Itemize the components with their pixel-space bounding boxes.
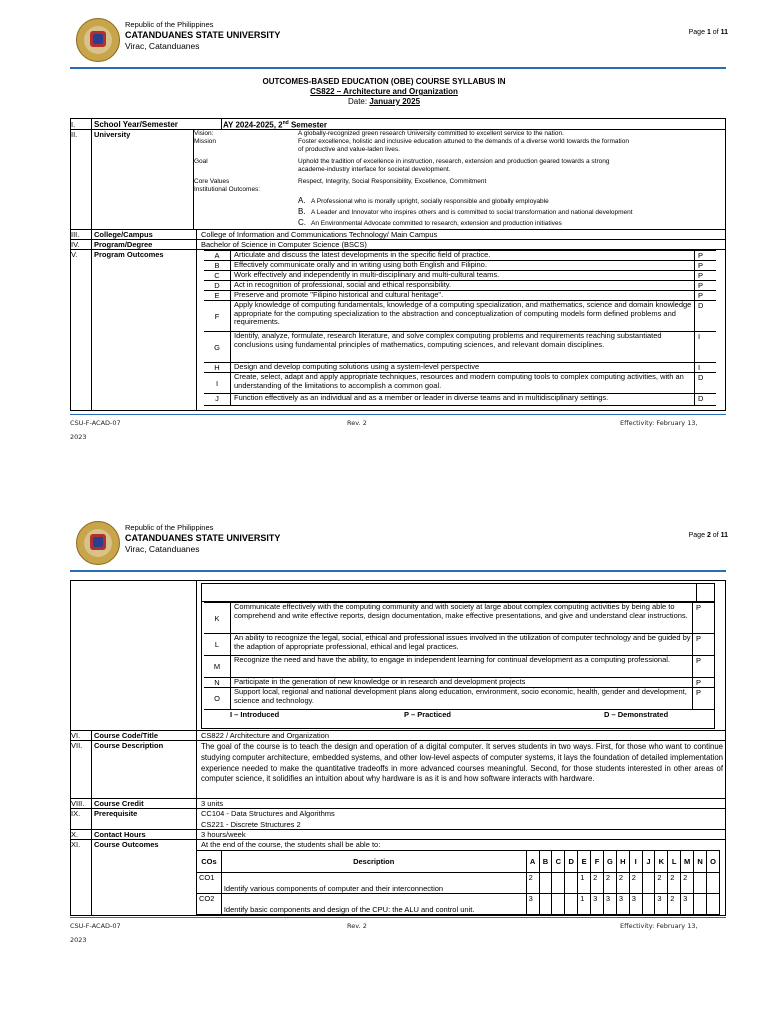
co-value xyxy=(642,894,655,915)
program-outcome-row xyxy=(204,394,716,406)
co-value xyxy=(565,894,578,915)
row-college: III. College/Campus College of Information and Communications Technology/ Main Campus xyxy=(71,230,725,240)
row-course-outcomes: XI. Course Outcomes At the end of the course, the students shall be able to: COs Description A B C D E F G H I J K L M N O CO1 Identify various components of computer and their interconnection 2 1 2 2 2 2 2 2 2 CO2 Identify basic components and design of the CPU: the ALU and control unit. 3 1 3 3 3 3 3 2 3 xyxy=(71,840,725,915)
outcome-letter: G xyxy=(214,342,220,352)
footer-effectivity: Effectivity: February 13, xyxy=(620,419,698,427)
row-course-description: VII. Course Description The goal of the course is to teach the design and operation of a digital computer. It serves students in two ways. First, for those who want to continue studying computer architecture, embedded systems, and other low-level aspects of computer systems, it lays the foundation of detailed implementation experience needed to make the quantitative tradeoffs in more advanced courses meaningful. Second, for those students interested in other areas of computer science, it solidifies an intuition about why hardware is as it is and how software interacts with hardware. xyxy=(71,741,725,799)
outcome-description: An ability to recognize the legal, social, ethical and professional issues involved in the utilization of computer technology and be guided by the adaption of appropriate professional, ethical and legal practices. xyxy=(234,633,691,651)
outcome-letter: A xyxy=(214,251,220,260)
outcome-level: I xyxy=(698,363,701,372)
footer-year: 2023 xyxy=(70,936,87,944)
program-outcome-row xyxy=(204,634,714,656)
outcome-letter: I xyxy=(215,378,219,388)
co-value: 3 xyxy=(629,894,642,915)
co-value: 2 xyxy=(526,873,539,894)
outcome-description: Support local, regional and national development plans along education, environment, socio economic, health, gender and development, science and technology. xyxy=(234,687,687,705)
outcome-letter: F xyxy=(214,311,220,321)
row-program-outcomes-cont xyxy=(71,581,725,731)
co-value: 2 xyxy=(681,873,694,894)
header-republic: Republic of the Philippines xyxy=(125,20,214,29)
co-value: 3 xyxy=(655,894,668,915)
co-description: Identify basic components and design of the CPU: the ALU and control unit. xyxy=(221,894,526,915)
co-value: 2 xyxy=(655,873,668,894)
outcome-level: P xyxy=(698,271,704,280)
outcome-level: P xyxy=(698,261,704,270)
co-header-letter: O xyxy=(706,851,719,873)
co-value: 3 xyxy=(526,894,539,915)
outcome-level: P xyxy=(696,688,702,697)
outcome-letter: D xyxy=(214,281,220,290)
outcome-letter: M xyxy=(213,662,221,671)
co-header-letter: A xyxy=(526,851,539,873)
outcome-letter: J xyxy=(215,394,219,403)
program-outcome-row xyxy=(204,602,714,634)
co-value: 3 xyxy=(603,894,616,915)
co-header-letter: M xyxy=(681,851,694,873)
co-header-letter: I xyxy=(629,851,642,873)
legend-introduced: I – Introduced xyxy=(230,710,280,719)
outcome-description: Communicate effectively with the computing community and with society at large about complex computing activities by being able to comprehend and write effective reports, design documentation, make effective presentations, and give and understand clear instructions. xyxy=(234,602,688,620)
outcome-description: Function effectively as an individual and as a member or leader in diverse teams and in multidisciplinary settings. xyxy=(234,393,609,402)
program-outcome-row xyxy=(204,656,714,678)
outcome-letter: C xyxy=(214,271,220,280)
outcome-description: Design and develop computing solutions using a system-level perspective xyxy=(234,362,480,371)
program-outcomes-list xyxy=(204,602,714,712)
co-code: CO1 xyxy=(197,873,222,894)
course-title: CS822 – Architecture and Organization xyxy=(310,87,458,96)
row-university: II. University Vision: A globally-recognized green research University committed to excellent service to the nation. Mission Foster excellence, holistic and inclusive education attuned to the demands of a diverse world towards the formation of productive and value-laden lives. Goal Uphold the tradition of excellence in instruction, research, extension and production geared towards a strong academe-industry interface for societal development. Core Values Respect, Integrity, Social Responsibility, Excellence, Commitment Institutional Outcomes: A. A Professional who is morally upright, socially responsible and globally employable B. A Leader and Innovator who inspires others and is committed to social transformation and national development C. An Environmental Advocate committed to research, extension and production initiatives xyxy=(71,130,725,230)
header-location: Virac, Catanduanes xyxy=(125,544,200,554)
header-rule xyxy=(70,570,726,572)
co-header-letter: L xyxy=(668,851,681,873)
outcome-level: P xyxy=(698,281,704,290)
outcome-letter: B xyxy=(214,261,220,270)
outcome-letter: O xyxy=(214,694,220,703)
co-value: 2 xyxy=(616,873,629,894)
co-value: 2 xyxy=(668,894,681,915)
co-value xyxy=(706,873,719,894)
footer-rule xyxy=(70,414,726,415)
co-header-letter: C xyxy=(552,851,565,873)
co-header-letter: D xyxy=(565,851,578,873)
outcome-description: Work effectively and independently in multi-disciplinary and multi-cultural teams. xyxy=(234,270,500,279)
co-value xyxy=(694,873,707,894)
co-value: 3 xyxy=(591,894,604,915)
footer-rev: Rev. 2 xyxy=(347,922,367,930)
co-header-letter: B xyxy=(539,851,552,873)
co-value: 2 xyxy=(603,873,616,894)
row-school-year: I. School Year/Semester AY 2024-2025, 2nd Semester xyxy=(71,119,725,130)
co-header-letter: N xyxy=(694,851,707,873)
co-value: 2 xyxy=(591,873,604,894)
page-number: Page 2 of 11 xyxy=(688,532,728,539)
footer-year: 2023 xyxy=(70,433,87,441)
co-header-letter: K xyxy=(655,851,668,873)
co-value: 2 xyxy=(668,873,681,894)
program-outcome-row xyxy=(204,688,714,710)
program-outcomes-list xyxy=(204,250,716,410)
co-value: 3 xyxy=(681,894,694,915)
footer-code: CSU-F-ACAD-07 xyxy=(70,922,121,930)
co-value xyxy=(694,894,707,915)
program-outcome-row xyxy=(204,373,716,394)
co-header-cos: COs xyxy=(197,851,222,873)
header-rule xyxy=(70,67,726,69)
outcome-description: Preserve and promote "Filipino historical and cultural heritage". xyxy=(234,290,444,299)
outcome-level: P xyxy=(698,291,704,300)
row-program: IV. Program/Degree Bachelor of Science in Computer Science (BSCS) xyxy=(71,240,725,250)
outcome-description: Recognize the need and have the ability, to engage in independent learning for continual development as a computing professional. xyxy=(234,655,670,664)
outcome-letter: K xyxy=(214,614,220,623)
program-outcome-row xyxy=(204,301,716,332)
co-value xyxy=(539,873,552,894)
outcome-letter: H xyxy=(214,363,220,372)
co-header-letter: F xyxy=(591,851,604,873)
syllabus-table-p2 xyxy=(70,580,726,916)
outcome-level: P xyxy=(696,656,702,665)
co-header-row xyxy=(197,851,720,873)
outcome-level: D xyxy=(698,394,704,403)
syllabus-date: Date: January 2025 xyxy=(347,97,421,106)
header-location: Virac, Catanduanes xyxy=(125,41,200,51)
co-value xyxy=(642,873,655,894)
program-outcome-row xyxy=(204,332,716,363)
outcome-description: Articulate and discuss the latest developments in the specific field of practice. xyxy=(234,250,491,259)
row-program-outcomes: V. Program Outcomes A Articulate and discuss the latest developments in the specific field of practice. P B Effectively communicate orally and in writing using both English and Filipino. P C Work effectively and independently in multi-disciplinary and multi-cultural teams. P D Act in recognition of professional, social and ethical responsibility. P E Preserve and promote "Filipino historical and cultural heritage". P F Apply knowledge of computing fundamentals, knowledge of a computing specialization, and mathematics, science and domain knowledge appropriate for the computing specialization to the abstraction and conceptualization of computing models form defined problems and requirements. D G Identify, analyze, formulate, research literature, and solve complex computing problems and requirements reaching substantiated conclusions using fundamental principles of mathematics, computing sciences, and relevant domain disciplines. I H Design and develop computing solutions using a system-level perspective I I Create, select, adapt and apply appropriate techniques, resources and modern computing tools to complex computing activities, with an understanding of the limitations to accomplish a common goal. D J Function effectively as an individual and as a member or leader in diverse teams and in multidisciplinary settings. D xyxy=(71,250,725,410)
outcome-description: Create, select, adapt and apply appropriate techniques, resources and modern computing tools to complex computing activities, with an understanding of the limitations to accomplish a common goal. xyxy=(234,372,684,390)
syllabus-title: OUTCOMES-BASED EDUCATION (OBE) COURSE SYLLABUS IN xyxy=(262,77,506,86)
row-contact-hours: X. Contact Hours 3 hours/week xyxy=(71,830,725,840)
co-value xyxy=(539,894,552,915)
header-university: CATANDUANES STATE UNIVERSITY xyxy=(125,533,281,543)
outcome-level: P xyxy=(696,678,702,687)
outcome-description: Act in recognition of professional, social and ethical responsibility. xyxy=(234,280,452,289)
header-university: CATANDUANES STATE UNIVERSITY xyxy=(125,30,281,40)
co-header-letter: H xyxy=(616,851,629,873)
row-course-code: VI. Course Code/Title CS822 / Architecture and Organization xyxy=(71,731,725,741)
co-description: Identify various components of computer and their interconnection xyxy=(221,873,526,894)
university-seal-logo xyxy=(76,18,120,62)
outcome-level: P xyxy=(698,251,704,260)
outcome-level: D xyxy=(698,301,704,310)
co-value: 1 xyxy=(578,894,591,915)
page-number: Page 1 of 11 xyxy=(688,29,728,36)
co-value: 1 xyxy=(578,873,591,894)
row-course-credit: VIII. Course Credit 3 units xyxy=(71,799,725,809)
co-value xyxy=(552,894,565,915)
outcome-level: P xyxy=(696,634,702,643)
header-republic: Republic of the Philippines xyxy=(125,523,214,532)
outcome-level: I xyxy=(698,332,701,341)
footer-rule xyxy=(70,917,726,918)
co-row xyxy=(197,873,720,894)
co-header-letter: G xyxy=(603,851,616,873)
co-value xyxy=(706,894,719,915)
co-row xyxy=(197,894,720,915)
co-value xyxy=(565,873,578,894)
co-header-description: Description xyxy=(221,851,526,873)
outcome-letter: N xyxy=(214,678,220,687)
syllabus-page-1 xyxy=(0,0,768,500)
course-outcomes-table xyxy=(196,850,720,915)
outcome-letter: L xyxy=(214,640,220,649)
outcome-description: Effectively communicate orally and in writing using both English and Filipino. xyxy=(234,260,487,269)
outcome-level: D xyxy=(698,373,704,382)
row-prerequisite: IX. Prerequisite CC104 - Data Structures and Algorithms CS221 - Discrete Structures 2 xyxy=(71,809,725,830)
outcome-description: Apply knowledge of computing fundamentals, knowledge of a computing specialization, and mathematics, science and domain knowledge appropriate for the computing specialization to the abstraction and conceptualization of computing models form defined problems and requirements. xyxy=(234,300,692,327)
university-seal-logo xyxy=(76,521,120,565)
outcome-level: P xyxy=(696,603,702,612)
co-code: CO2 xyxy=(197,894,222,915)
co-value: 2 xyxy=(629,873,642,894)
co-value xyxy=(552,873,565,894)
outcome-description: Identify, analyze, formulate, research literature, and solve complex computing problems and requirements reaching substantiated conclusions using fundamental principles of mathematics, computing sciences, and relevant domain disciplines. xyxy=(234,331,662,349)
syllabus-table-p1 xyxy=(70,118,726,411)
footer-effectivity: Effectivity: February 13, xyxy=(620,922,698,930)
footer-rev: Rev. 2 xyxy=(347,419,367,427)
legend-practiced: P – Practiced xyxy=(404,710,451,719)
legend-demonstrated: D – Demonstrated xyxy=(604,710,669,719)
syllabus-page-2 xyxy=(0,503,768,1003)
footer-code: CSU-F-ACAD-07 xyxy=(70,419,121,427)
co-header-letter: E xyxy=(578,851,591,873)
co-header-letter: J xyxy=(642,851,655,873)
outcome-letter: E xyxy=(214,291,220,300)
outcome-description: Participate in the generation of new knowledge or in research and development projects xyxy=(234,677,526,686)
co-value: 3 xyxy=(616,894,629,915)
